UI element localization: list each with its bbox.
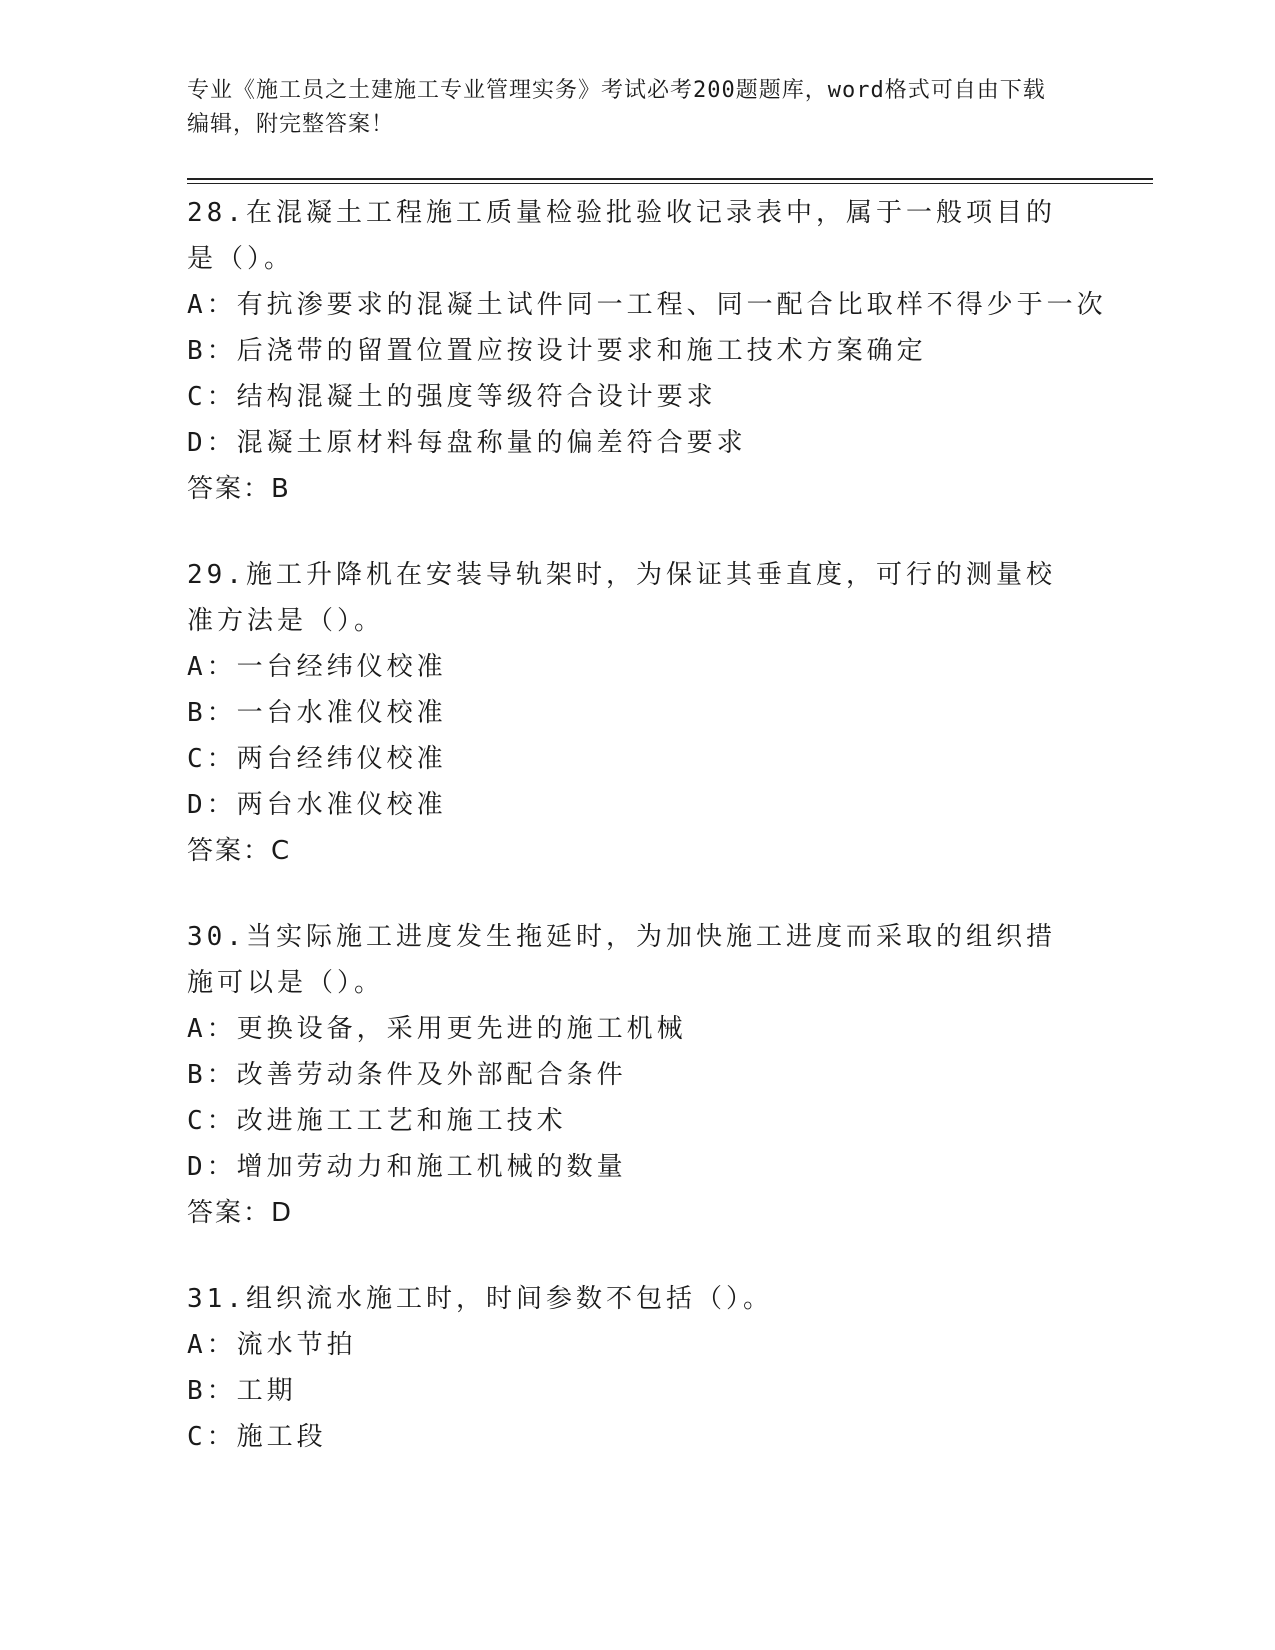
- option-c: C：两台经纬仪校准: [187, 744, 447, 774]
- answer: 答案：D: [187, 1198, 294, 1228]
- option-b: B：一台水准仪校准: [187, 698, 447, 728]
- option-a: A：更换设备，采用更先进的施工机械: [187, 1014, 687, 1044]
- option-c: C：结构混凝土的强度等级符合设计要求: [187, 382, 717, 412]
- question-list: [187, 190, 1107, 1500]
- option-a: A：流水节拍: [187, 1330, 357, 1360]
- option-a: A：有抗渗要求的混凝土试件同一工程、同一配合比取样不得少于一次: [187, 290, 1107, 320]
- question-stem: 31.组织流水施工时，时间参数不包括（）。: [187, 1284, 773, 1314]
- option-d: D：混凝土原材料每盘称量的偏差符合要求: [187, 428, 747, 458]
- option-a: A：一台经纬仪校准: [187, 652, 447, 682]
- question-stem: 29.施工升降机在安装导轨架时，为保证其垂直度，可行的测量校准方法是（）。: [187, 560, 1056, 636]
- option-d: D：增加劳动力和施工机械的数量: [187, 1152, 627, 1182]
- question-28: [187, 190, 1107, 512]
- answer: 答案：C: [187, 836, 292, 866]
- option-b: B：后浇带的留置位置应按设计要求和施工技术方案确定: [187, 336, 927, 366]
- option-c: C：施工段: [187, 1422, 327, 1452]
- question-31: [187, 1276, 1087, 1460]
- option-b: B：工期: [187, 1376, 297, 1406]
- question-stem: 28.在混凝土工程施工质量检验批验收记录表中，属于一般项目的是（）。: [187, 198, 1056, 274]
- option-d: D：两台水准仪校准: [187, 790, 447, 820]
- option-b: B：改善劳动条件及外部配合条件: [187, 1060, 627, 1090]
- answer: 答案：B: [187, 474, 291, 504]
- header-divider: [187, 178, 1153, 184]
- question-stem: 30.当实际施工进度发生拖延时，为加快施工进度而采取的组织措施可以是（）。: [187, 922, 1056, 998]
- document-header: 专业《施工员之土建施工专业管理实务》考试必考200题题库，word格式可自由下载编辑，附完整答案！: [187, 78, 1046, 137]
- option-c: C：改进施工工艺和施工技术: [187, 1106, 567, 1136]
- question-29: [187, 552, 1087, 874]
- question-30: [187, 914, 1087, 1236]
